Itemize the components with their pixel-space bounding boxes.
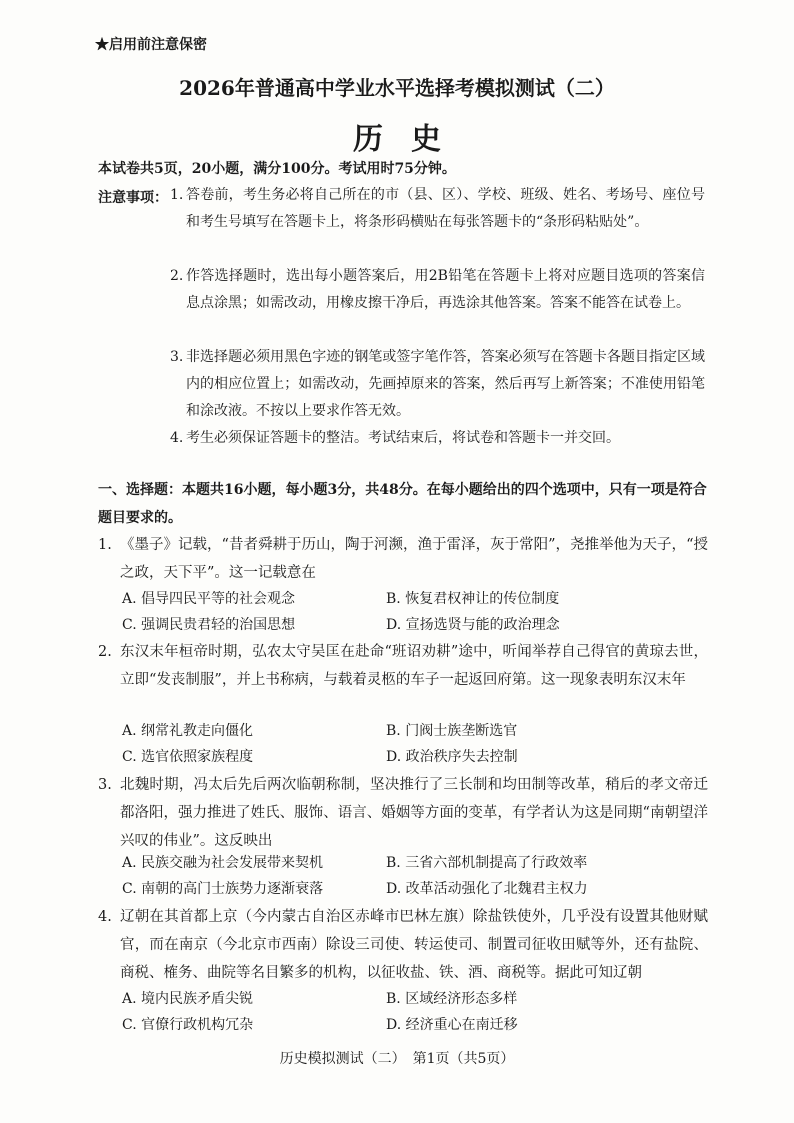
option-d: D. 政治秩序失去控制 [386,749,518,765]
question-text: 东汉末年桓帝时期，弘农太守吴匡在赴命“班诏劝耕”途中，听闻举荐自己得官的黄琼去世，立即“发丧制服”，并上书称病，与载着灵柩的车子一起返回府第。这一现象表明东汉末年 [120,644,708,688]
exam-info: 本试卷共5页，20小题，满分100分。考试用时75分钟。 [98,161,456,177]
question-text: 辽朝在其首都上京（今内蒙古自治区赤峰市巴林左旗）除盐铁使外，几乎没有设置其他财赋官，而在南京（今北京市西南）除设三司使、转运使司、制置司征收田赋等外，还有盐院、商税、榷务、曲院等名目繁多的机构，以征收盐、铁、酒、商税等。据此可知辽朝 [120,909,708,981]
question-number: 2. [98,644,112,660]
option-b: B. 门阀士族垄断选官 [386,723,518,739]
option-a: A. 境内民族矛盾尖锐 [122,991,254,1007]
option-a: A. 民族交融为社会发展带来契机 [122,855,324,871]
note-item [170,263,705,317]
question-3 [98,771,708,855]
question-text: 《墨子》记载，“昔者舜耕于历山，陶于河濒，渔于雷泽，灰于常阳”，尧推举他为天子，“授之政，天下平”。这一记载意在 [120,537,708,581]
subject-title: 历史 [353,122,469,157]
option-c: C. 强调民贵君轻的治国思想 [122,617,296,633]
page-footer: 历史模拟测试（二） 第1页（共5页） [279,1051,515,1067]
question-1 [98,531,708,587]
question-number: 1. [98,537,112,553]
option-c: C. 南朝的高门士族势力逐渐衰落 [122,881,324,897]
question-2 [98,638,708,694]
note-text: 作答选择题时，选出每小题答案后，用2B铅笔在答题卡上将对应题目选项的答案信息点涂黑；如需改动，用橡皮擦干净后，再选涂其他答案。答案不能答在试卷上。 [186,268,705,311]
note-number: 2. [170,268,184,284]
option-d: D. 改革活动强化了北魏君主权力 [386,881,588,897]
note-item [170,425,705,452]
option-a: A. 倡导四民平等的社会观念 [122,591,296,607]
note-text: 非选择题必须用黑色字迹的钢笔或签字笔作答，答案必须写在答题卡各题目指定区域内的相应位置上；如需改动，先画掉原来的答案，然后再写上新答案；不准使用铅笔和涂改液。不按以上要求作答无效。 [186,349,705,419]
question-number: 3. [98,777,112,793]
option-d: D. 宣扬选贤与能的政治理念 [386,617,560,633]
option-c: C. 官僚行政机构冗杂 [122,1017,254,1033]
question-number: 4. [98,909,112,925]
note-item [170,344,705,425]
note-text: 考生必须保证答题卡的整洁。考试结束后，将试卷和答题卡一并交回。 [186,430,620,446]
option-d: D. 经济重心在南迁移 [386,1017,518,1033]
option-b: B. 三省六部机制提高了行政效率 [386,855,588,871]
note-number: 4. [170,430,184,446]
option-a: A. 纲常礼教走向僵化 [122,723,254,739]
section-heading: 一、选择题：本题共16小题，每小题3分，共48分。在每小题给出的四个选项中，只有一项是符合题目要求的。 [98,482,707,526]
note-text: 答卷前，考生务必将自己所在的市（县、区）、学校、班级、姓名、考场号、座位号和考生号填写在答题卡上，将条形码横贴在每张答题卡的“条形码粘贴处”。 [186,187,705,230]
question-4 [98,903,708,987]
option-b: B. 恢复君权神让的传位制度 [386,591,560,607]
confidential-mark: ★启用前注意保密 [95,37,207,53]
note-number: 1. [170,187,184,203]
exam-title: 2026年普通高中学业水平选择考模拟测试（二） [179,76,615,100]
question-text: 北魏时期，冯太后先后两次临朝称制，坚决推行了三长制和均田制等改革，稍后的孝文帝迁都洛阳，强力推进了姓氏、服饰、语言、婚姻等方面的变革，有学者认为这是同期“南朝望洋兴叹的伟业”。这反映出 [120,777,708,849]
option-b: B. 区域经济形态多样 [386,991,518,1007]
notes-label: 注意事项： [98,190,168,206]
option-c: C. 选官依照家族程度 [122,749,254,765]
note-number: 3. [170,349,184,365]
note-item [170,182,705,236]
